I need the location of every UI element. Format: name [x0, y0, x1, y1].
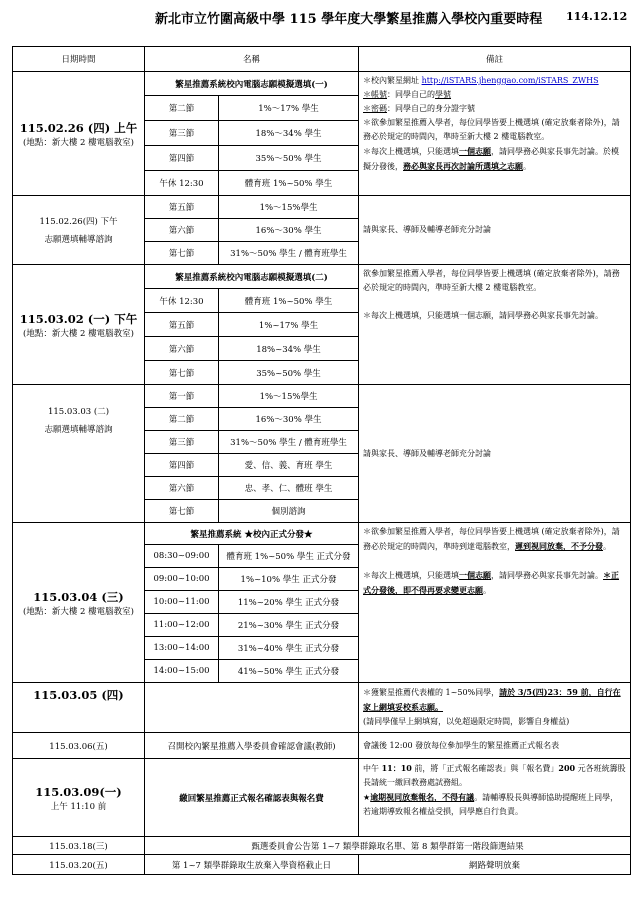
section1-place: (地點：新大樓 2 樓電腦教室): [23, 137, 134, 148]
section1-acct-val: 學號: [435, 90, 452, 99]
section8-name: 繳回繁星推薦正式報名確認表與報名費: [145, 759, 359, 837]
section1-desc: 體育班 1%~50% 學生: [219, 171, 359, 196]
section4-desc: 31%～50% 學生 / 體育班學生: [219, 431, 359, 454]
section4-date-cell: [13, 385, 145, 523]
table-header-row: [13, 47, 631, 72]
section4-desc: 愛、信、義、育班 學生: [219, 454, 359, 477]
section4-period: 第七節: [145, 500, 219, 523]
section1-date-cell: [13, 72, 145, 196]
section8-date-cell: [13, 759, 145, 837]
section5-desc: 體育班 1%~50% 學生 正式分發: [219, 545, 359, 568]
section4-period: 第三節: [145, 431, 219, 454]
section7-date: 115.03.06(五): [13, 733, 145, 759]
section4-period: 第二節: [145, 408, 219, 431]
section10-note: 網路聲明放棄: [359, 855, 631, 875]
table-row: [13, 265, 631, 289]
section3-note-b: ＊每次上機選填，只能選填一個志願，請同學務必與家長事先討論。: [363, 311, 604, 320]
section2-period: 第七節: [145, 242, 219, 265]
section2-period: 第六節: [145, 219, 219, 242]
section4-period: 第四節: [145, 454, 219, 477]
section1-desc: 35%～50% 學生: [219, 146, 359, 171]
section5-place: (地點：新大樓 2 樓電腦教室): [23, 606, 134, 617]
section10-date: 115.03.20(五): [13, 855, 145, 875]
section8-note: 中午 11：10 前，將「正式報名確認表」與「報名費」200 元各班統籌股長請統一繳回教務處試務組。 ★逾期視同放棄報名，不得有議。請輔導股長與導師協助提醒班上同學，若逾期導致報名權益受損，同學應自行負責。: [359, 759, 631, 837]
section6-name: [145, 683, 359, 733]
table-row: [13, 72, 631, 96]
section1-desc: 18%～34% 學生: [219, 121, 359, 146]
section3-note: [359, 265, 631, 385]
section2-desc: 31%～50% 學生 / 體育班學生: [219, 242, 359, 265]
section5-time: 13:00~14:00: [145, 637, 219, 660]
table-row: [13, 855, 631, 875]
section3-desc: 18%~34% 學生: [219, 337, 359, 361]
section8-date: 115.03.09(一): [35, 784, 122, 799]
section5-time: 08:30~09:00: [145, 545, 219, 568]
section3-period: 第六節: [145, 337, 219, 361]
table-row: [13, 837, 631, 855]
section5-desc: 41%~50% 學生 正式分發: [219, 660, 359, 683]
section4-desc: 個別諮詢: [219, 500, 359, 523]
section1-desc: 1%～17% 學生: [219, 96, 359, 121]
section7-name: 召開校內繁星推薦入學委員會確認會議(教師): [145, 733, 359, 759]
section3-desc: 35%~50% 學生: [219, 361, 359, 385]
section1-period: 第三節: [145, 121, 219, 146]
section4-period: 第一節: [145, 385, 219, 408]
section3-date: 115.03.02 (一) 下午: [19, 311, 138, 326]
section3-date-cell: [13, 265, 145, 385]
section2-date: 115.02.26(四) 下午: [39, 217, 118, 227]
column-header-date: 日期時間: [13, 47, 145, 72]
section5-desc: 1%~10% 學生 正式分發: [219, 568, 359, 591]
section2-desc: 1%～15%學生: [219, 196, 359, 219]
section9-date: 115.03.18(三): [13, 837, 145, 855]
section2-date-cell: [13, 196, 145, 265]
section5-note: ＊欲參加繁星推薦入學者，每位同學皆要上機選填 (確定放棄者除外)，請務必於規定的時間內，準時到達電腦教室，遲到視同放棄，不予分發。 ＊每次上機選填，只能選填一個志願，請同學務必與家長事先討論。＊正式分發後，即不得再要求變更志願。: [359, 523, 631, 683]
table-row: [13, 683, 631, 733]
column-header-note: 備註: [359, 47, 631, 72]
section1-acct-text: ：同學自己的: [387, 90, 436, 99]
table-row: [13, 733, 631, 759]
section1-note: ＊校內繁星網址 http://iSTARS.jhenggao.com/iSTARS_ZWHS ＊帳號：同學自己的學號 ＊密碼：同學自己的身分證字號 ＊欲參加繁星推薦入學者，每位同學皆要上機選填 (確定放棄者除外)，請務必於規定的時間內，準時至新大樓 2 樓電腦教室。 ＊每次上機選填，只能選填一個志願，請同學務必與家長事先討論。於模擬分發後，務必與家長再次討論所選填之志願。: [359, 72, 631, 196]
document-title: 新北市立竹圍高級中學 115 學年度大學繁星推薦入學校內重要時程: [155, 12, 543, 27]
section4-desc: 16%～30% 學生: [219, 408, 359, 431]
section1-period: 第四節: [145, 146, 219, 171]
section5-date-cell: [13, 523, 145, 683]
section4-desc: 忠、孝、仁、體班 學生: [219, 477, 359, 500]
section5-time: 14:00~15:00: [145, 660, 219, 683]
document-date: 114.12.12: [566, 10, 628, 23]
section4-period: 第六節: [145, 477, 219, 500]
section4-date: 115.03.03 (二): [47, 407, 110, 417]
section2-period: 第五節: [145, 196, 219, 219]
section9-name: 甄選委員會公告第 1~7 類學群錄取名單、第 8 類學群第一階段篩選結果: [145, 837, 631, 855]
section1-pwd-key: ＊密碼: [363, 104, 388, 113]
section3-period: 第七節: [145, 361, 219, 385]
section4-label: 志願選填輔導諮詢: [44, 425, 113, 435]
section3-place: (地點：新大樓 2 樓電腦教室): [23, 328, 134, 339]
section1-period: 第二節: [145, 96, 219, 121]
document-header: [0, 6, 642, 30]
section1-date: 115.02.26 (四) 上午: [19, 120, 138, 135]
section1-note-a: ＊欲參加繁星推薦入學者，每位同學皆要上機選填 (確定放棄者除外)，請務必於規定的時間內，準時至新大樓 2 樓電腦教室。: [363, 118, 620, 141]
section5-desc: 31%~40% 學生 正式分發: [219, 637, 359, 660]
section1-pwd-text: ：同學自己的身分證字號: [387, 104, 476, 113]
section5-time: 11:00~12:00: [145, 614, 219, 637]
section7-note: 會議後 12:00 發放每位參加學生的繁星推薦正式報名表: [359, 733, 631, 759]
istars-link[interactable]: http://iSTARS.jhenggao.com/iSTARS_ZWHS: [421, 76, 599, 85]
section2-label: 志願選填輔導諮詢: [44, 235, 113, 245]
section1-period: 午休 12:30: [145, 171, 219, 196]
section2-note: 請與家長、導師及輔導老師充分討論: [359, 196, 631, 265]
section6-note: ＊獲繁星推薦代表權的 1~50%同學，請於 3/5(四)23：59 前，自行在家上網填妥校系志願。 (請同學僅早上網填寫，以免超過限定時間，影響自身權益): [359, 683, 631, 733]
schedule-table: [12, 46, 631, 875]
section3-period: 第五節: [145, 313, 219, 337]
section5-time: 09:00~10:00: [145, 568, 219, 591]
section3-desc: 1%~17% 學生: [219, 313, 359, 337]
section5-time: 10:00~11:00: [145, 591, 219, 614]
section3-note-a: 欲參加繁星推薦入學者，每位同學皆要上機選填 (確定放棄者除外)，請務必於規定的時間內，準時至新大樓 2 樓電腦教室。: [363, 269, 620, 292]
section1-acct-key: ＊帳號: [363, 90, 388, 99]
section5-desc: 21%~30% 學生 正式分發: [219, 614, 359, 637]
table-row: [13, 523, 631, 545]
table-row: [13, 385, 631, 408]
section10-name: 第 1~7 類學群錄取生放棄入學資格截止日: [145, 855, 359, 875]
section3-heading: 繁星推薦系統校內電腦志願模擬選填(二): [145, 265, 359, 289]
section5-desc: 11%~20% 學生 正式分發: [219, 591, 359, 614]
section6-date: 115.03.05 (四): [33, 688, 124, 702]
section2-desc: 16%～30% 學生: [219, 219, 359, 242]
section3-period: 午休 12:30: [145, 289, 219, 313]
table-row: [13, 196, 631, 219]
section4-desc: 1%～15%學生: [219, 385, 359, 408]
table-row: [13, 759, 631, 837]
section1-heading: 繁星推薦系統校內電腦志願模擬選填(一): [145, 72, 359, 96]
section3-desc: 體育班 1%~50% 學生: [219, 289, 359, 313]
column-header-name: 名稱: [145, 47, 359, 72]
section8-time: 上午 11:10 前: [50, 801, 107, 812]
section5-date: 115.03.04 (三): [33, 589, 124, 604]
section4-note: 請與家長、導師及輔導老師充分討論: [359, 385, 631, 523]
section1-url-label: ＊校內繁星網址: [363, 76, 420, 85]
section5-heading: 繁星推薦系統 ★校內正式分發★: [145, 523, 359, 545]
section6-date-cell: [13, 683, 145, 733]
